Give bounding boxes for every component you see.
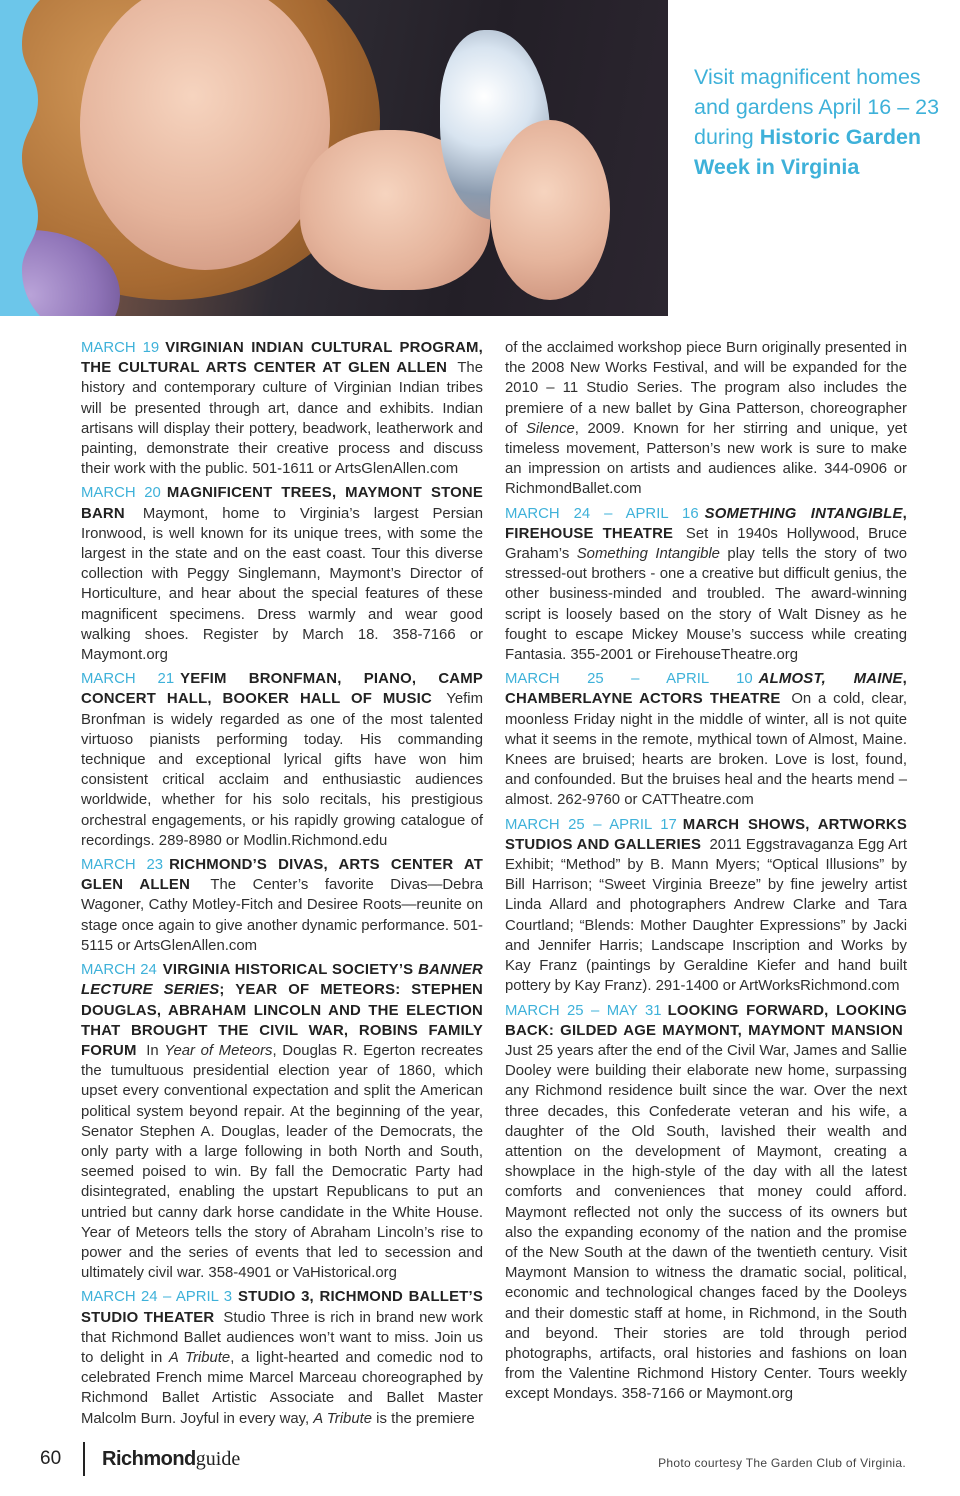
page-number: 60: [40, 1448, 62, 1469]
event-body: Yefim Bronfman is widely regarded as one of the most talented virtuoso pianists performing today. His commanding technique and exceptional lyrical gifts have won him consistent critical acclaim and enthusiastic audiences worldwide, whether for his solo recitals, his prestigious orchestral engagements, or his rapidly growing catalogue of recordings. 289-8980 or Modlin.Richmond.edu: [81, 691, 483, 849]
event-date: MARCH 20: [81, 485, 161, 502]
continuation-text-2: , 2009. Known for her stirring and unique, yet timeless movement, Patterson’s new work is sure to make an impression on artists and audiences alike. 344-0906 or RichmondBallet.com: [505, 420, 908, 498]
event-date: MARCH 25 – APRIL 17: [505, 816, 677, 833]
event-body-2: play tells the story of two stressed-out brothers - one a creative but difficult genius, the other business-minded and troubled. The award-winning script is loosely based on the story of Walt Disney as he fought to escape Mickey Mouse’s success while creating Fantasia. 355-2001 or FirehouseTheatre.org: [505, 546, 907, 664]
event-date: MARCH 24 – APRIL 16: [505, 505, 699, 522]
event-body-3: is the premiere: [376, 1410, 475, 1427]
event-date: MARCH 23: [81, 857, 164, 874]
continuation-text: of the acclaimed workshop piece Burn originally presented in the 2008 New Works Festival, and will be expanded for the 2010 – 11 Studio Series. The program also includes the premiere of a new ballet by Gina Patterson, choreographer of: [505, 340, 907, 437]
event-entry: [505, 815, 907, 997]
event-title-rest: , FIREHOUSE THEATRE: [505, 505, 907, 542]
event-body-italic: Something Intangible: [576, 546, 720, 563]
brand-bold: Richmond: [102, 1448, 196, 1470]
event-title: RICHMOND’S DIVAS, ARTS CENTER AT GLEN ALLEN: [81, 857, 484, 894]
brand-light: guide: [195, 1448, 241, 1470]
event-body: The history and contemporary culture of Virginian Indian tribes will be presented through art, dance and exhibits. Indian artisans will display their pottery, beadwork, leatherwork and painting, demonstrate their creative process and discuss their work with the public. 501-1611 or ArtsGlenAllen.com: [81, 360, 483, 478]
event-title-rest: ; YEAR OF METEORS: STEPHEN DOUGLAS, ABRAHAM LINCOLN AND THE ELECTION THAT BROUGHT THE CIVIL WAR, ROBINS FAMILY FORUM: [81, 982, 483, 1059]
event-body: Studio Three is rich in brand new work that Richmond Ballet audiences won’t want to miss. Join us to delight in: [81, 1309, 483, 1366]
event-title-pre: VIRGINIA HISTORICAL SOCIETY’S: [162, 962, 414, 979]
event-date: MARCH 25 – APRIL 10: [505, 671, 753, 688]
event-entry: [505, 669, 907, 810]
event-body: Maymont, home to Virginia’s largest Persian Ironwood, is well known for its unique trees, with some the largest in the state and on the east coast. Tour this diverse collection with Peggy Singlemann, Maymont’s Director of Horticulture, and hear about the special features of these magnificent specimens. Dress warmly and wear good walking shoes. Register by March 18. 358-7166 or Maymont.org: [81, 505, 483, 664]
event-entry: [81, 1287, 483, 1428]
teaser-text: [694, 62, 944, 182]
event-body-italic-2: A Tribute: [313, 1410, 373, 1427]
event-body-italic: Year of Meteors: [164, 1042, 273, 1059]
scallop-tab-icon: [0, 0, 50, 316]
right-column: [505, 338, 907, 1409]
event-entry: [81, 960, 483, 1283]
event-body: Set in 1940s Hollywood, Bruce Graham’s: [505, 525, 908, 563]
event-body-2: , a light-hearted and comedic nod to celebrated French mime Marcel Marceau choreographed by Richmond Ballet Artistic Associate and Ballet Master Malcolm Burn. Joyful in every way,: [81, 1349, 483, 1427]
event-entry: [81, 669, 483, 851]
left-column: [81, 338, 483, 1433]
event-date: MARCH 21: [81, 671, 175, 688]
event-title-italic: ALMOST, MAINE: [758, 671, 903, 688]
photo-credit: Photo courtesy The Garden Club of Virginia.: [658, 1456, 906, 1470]
event-body: Just 25 years after the end of the Civil War, James and Sallie Dooley were building their elaborate new home, surpassing any Richmond residence built since the war. Over the next three decades, this Confederate veteran and his wife, a daughter of the Old South, lavished their wealth and attention on the development of Maymont, creating a showplace in the high-style of the day with all the latest comforts and conveniences that money could afford. Maymont reflected not only the success of its owners but also the expanding economy of the nation and the promise of the New South at the dawn of the twentieth century. Visit Maymont Mansion to witness the dramatic social, political, economic and technological changes faced by the Dooleys and their domestic staff at home, in Richmond, in the South and beyond. Their stories are told through period photographs, artifacts, oral histories and fashions on loan from the Valentine Richmond History Center. Tours weekly except Mondays. 358-7166 or Maymont.org: [505, 1042, 907, 1403]
event-title: MAGNIFICENT TREES, MAYMONT STONE BARN: [81, 485, 483, 522]
event-entry: [81, 338, 483, 479]
event-entry: [505, 504, 907, 666]
event-date: MARCH 19: [81, 340, 160, 356]
continuation-italic: Silence: [525, 420, 575, 437]
event-title: VIRGINIAN INDIAN CULTURAL PROGRAM, THE CULTURAL ARTS CENTER AT GLEN ALLEN: [81, 340, 483, 377]
event-body: On a cold, clear, moonless Friday night in the middle of winter, all is not quite what it seems in the remote, mythical town of Almost, Maine. Knees are bruised; hearts are broken. Love is lost, found, and confounded. But the bruises heal and the hearts mend – almost. 262-9760 or CATTheatre.com: [505, 691, 907, 809]
teaser-bold: Historic Garden Week in Virginia: [694, 125, 922, 179]
event-date: MARCH 24: [81, 962, 157, 979]
event-title-italic: SOMETHING INTANGIBLE: [704, 505, 903, 522]
event-entry: [81, 855, 483, 956]
event-title: STUDIO 3, RICHMOND BALLET’S STUDIO THEATER: [81, 1289, 483, 1326]
event-body: , Douglas R. Egerton recreates the tumultuous presidential election year of 1860, which upset every conventional expectation and split the American political system beyond repair. At the beginning of the year, Senator Stephen A. Douglas, leader of the Democrats, the only party with a large following in both North and South, seemed poised to win. By fall the Democratic Party had disintegrated, enabling the upstart Republicans to put an untried but canny dark horse candidate in the White House. Year of Meteors tells the story of Abraham Lincoln’s rise to power and the series of events that led to secession and ultimately civil war. 358-4901 or VaHistorical.org: [81, 1042, 483, 1282]
event-title-italic: BANNER LECTURE SERIES: [81, 962, 484, 999]
event-date: MARCH 25 – MAY 31: [505, 1002, 662, 1019]
hero-photo: [0, 0, 668, 316]
footer-divider: [83, 1442, 85, 1476]
event-title-rest: , CHAMBERLAYNE ACTORS THEATRE: [505, 671, 907, 708]
teaser-normal: Visit magnificent homes and gardens April 16 – 23 during: [694, 65, 940, 149]
event-date: MARCH 24 – APRIL 3: [81, 1289, 233, 1306]
event-title: YEFIM BRONFMAN, PIANO, CAMP CONCERT HALL, BOOKER HALL OF MUSIC: [81, 671, 483, 708]
publication-logo: [102, 1448, 240, 1471]
event-title: LOOKING FORWARD, LOOKING BACK: GILDED AGE MAYMONT, MAYMONT MANSION: [505, 1002, 908, 1039]
event-entry: [505, 1001, 907, 1405]
event-entry: [81, 483, 483, 665]
event-body: 2011 Eggstravaganza Egg Art Exhibit; “Method” by B. Mann Myers; “Optical Illusions” by Bill Harrison; “Sweet Virginia Breeze” by fine jewelry artist Linda Allard and photographers Andrew Clarke and Tara Courtland; “Blends: Mother Daughter Expressions” by Jacki and Jennifer Harris; Landscape Inscription and Works by Kay Franz (paintings by Geraldine Kiefer and hand built pottery by Kay Franz). 291-1400 or ArtWorksRichmond.com: [505, 836, 907, 995]
event-body-lead: In: [146, 1042, 159, 1059]
event-body-italic: A Tribute: [168, 1349, 231, 1366]
event-title: MARCH SHOWS, ARTWORKS STUDIOS AND GALLERIES: [505, 816, 907, 853]
event-body: The Center’s favorite Divas—Debra Wagoner, Cathy Motley-Fitch and Desiree Roots—reunite on stage once again to give another dynamic performance. 501-5115 or ArtsGlenAllen.com: [81, 877, 483, 954]
event-continuation: [505, 338, 907, 500]
